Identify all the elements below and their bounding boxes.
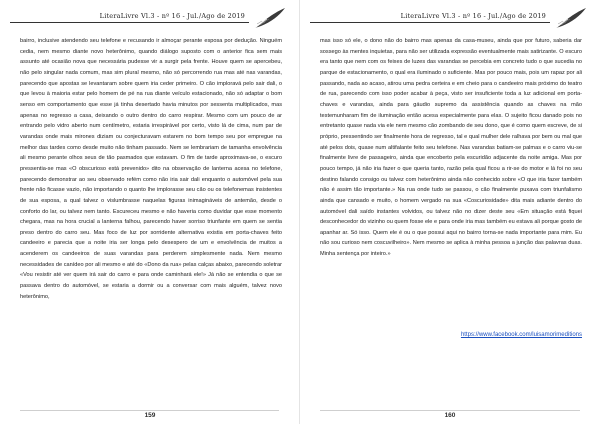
right-page <box>300 0 600 424</box>
right-page-text: mas isso só ele, o dono não do bairro mas apenas da casa-museu, ainda que por futuro, saberia dar sossego às mentes inquietas, para não ser utilizada expressão eventualmente mais satirizante. O escuro era tanto que nem com os feixes de luzes das varandas se percebia em concreto tudo o que sucedia no parque de estacionamento, o qual era iluminado o suficiente. Mas por pouco mais, pois um rapaz por ali passando, nada ao acaso, atirou uma pedra certeira e em cheio para o candeeiro mais próximo do teatro de rua, parecendo com isso poder acabar à peça, visto ser insuficiente toda a luz adicional em porta-chaves e varandas, ainda para gáudio supremo da assistência quando as chaves na mão testemunharam fim de iluminação então acesa especialmente para elas. O sujeito ficou danado pois no entretanto quase nada via ele nem mesmo cão zombando de seu dono, que é como quem escreve, de si próprio, pressentindo ser finalmente hora de regresso, tal e qual mulher dele ralhava por bem ou mal que até pelos dois, quase num altifalante feito seu telefone. Nas varandas batiam-se palmas e o carro viu-se finalmente livre de passageiro, ainda que encoberto pela escuridão adjacente da noite amiga. Mas por pouco tempo, já não iria fazer o que queria tanto, razão pela qual ficou a rir-se do motor e lá foi no seu destino falando consigo ou talvez com heterônimo ainda não conhecido sobre «O que iria fazer também não é assim tão importante.» Na rua onde tudo se passou, o cão finalmente puxava com triunfalismo ainda que cansado e muito, o homem vergado na sua «Coscuriosidade» dita mais adiante dentro do automóvel dali saído instantes volvidos, ou talvez não no dizer deste seu «Em situação está fiquei desconhecedor do vizinho ou quem fosse ele e para onde iria mas também eu estava ali porque gosto de apanhar ar. Só isso. Quem ele é ou o que possui aqui no bairro torna-se nada importante para mim. Eu não sou curioso nem coscuvilheiro». Nem mesmo se aplica à minha pessoa a junção das palavras duas. Minha sentença por inteiro.» <box>320 38 582 258</box>
header-rule <box>310 22 550 23</box>
quill-icon <box>253 6 287 30</box>
page-number: 159 <box>144 412 156 419</box>
page-header <box>310 6 590 28</box>
header-title: LiteraLivre Vl.3 - nº 16 - Jul./Ago de 2019 <box>400 12 546 20</box>
page-number: 160 <box>444 412 456 419</box>
header-rule <box>10 22 249 23</box>
page-header <box>10 6 289 28</box>
header-title: LiteraLivre Vl.3 - nº 16 - Jul./Ago de 2019 <box>99 12 245 20</box>
left-page-text: bairro, inclusive atendendo seu telefone e recusando ir almoçar perante esposa por dedução. Ninguém cedia, nem mesmo diante novo heterônimo, quando diálogo suposto com o anterior fica sem mais assunto até ocasião nova que necessária pudesse vir a surgir pela frente. Houve quem se apercebeu, não pelo singular nada comum, mas sim plural mesmo, não só percorrendo rua mas até nas varandas, parecendo que apostas se levantaram sobre quem iria ceder primeiro. O cão imploravá pelo sair dali, o que levou à maioria estar pelo homem de pé na rua diante veículo estacionado, não só adaptar o bom senso em comportamento que esse já tinha desertado havia minutos por sessenta multiplicados, mas apenas no regresso a casa, deixando o outro dentro do carro respirar. Mesmo com um pouco de ar entrando pelo vidro aberto num centímetro, estaria irrespirável por certo, visto lá de cima, num par de varandas onde mais mirones diziam ou conjecturavam estarem no bom tempo seu por empregue na melhor das tardes como desde muito não tinham passado. Nem se lembrariam de tamanha envolvência ali mesmo perante olhos seus de tão pasmados que estavam. O fim de tarde aproximava-se, o escuro pressentia-se mas «O obscurioso está prevenido» dito na observação de lanterna acesa no telefone, parecendo demonstrar ao seu observado refém como não iria sair dali enquanto o automóvel pela sua frente não ficasse vazio, não importando o quanto lhe implorasse seu cão ou os telefonemas insistentes de sua esposa, a qual talvez o vislumbrasse naquelas figuras inimagináveis de antemão, desde o conforto do lar, ou talvez nem tanto. Escureceu mesmo e não haveria como duvidar que esse momento chegara, mas na hora crucial a lanterna falhou, parecendo haver sorriso triunfante em quem se sentia preso dentro do carro seu. Mas foco de luz por sorridente alternativa existia em porta-chaves feito candeeiro e parecia que a noite iria ser longa pelo desespero de um e envolvência de muitos a acenderem os candeeiros de suas varandas para perderem simplesmente nada. Nem mesmo necessidades de canídeo por ali mesmo e até do «Dono da rua» pelas calças abaixo, parecendo soletrar «Vou resistir até ver quem irá sair do carro e para onde caminhará ele!» Já não se entendia o que se passava dentro do automóvel, se estaria a dormir ou a conversar com mais alguém, talvez novo heterônimo, <box>20 38 282 300</box>
footer-rule <box>20 410 279 411</box>
facebook-link[interactable]: https://www.facebook.com/luisamorimeditions <box>460 332 582 338</box>
quill-icon <box>554 6 588 30</box>
footer-rule <box>320 410 580 411</box>
